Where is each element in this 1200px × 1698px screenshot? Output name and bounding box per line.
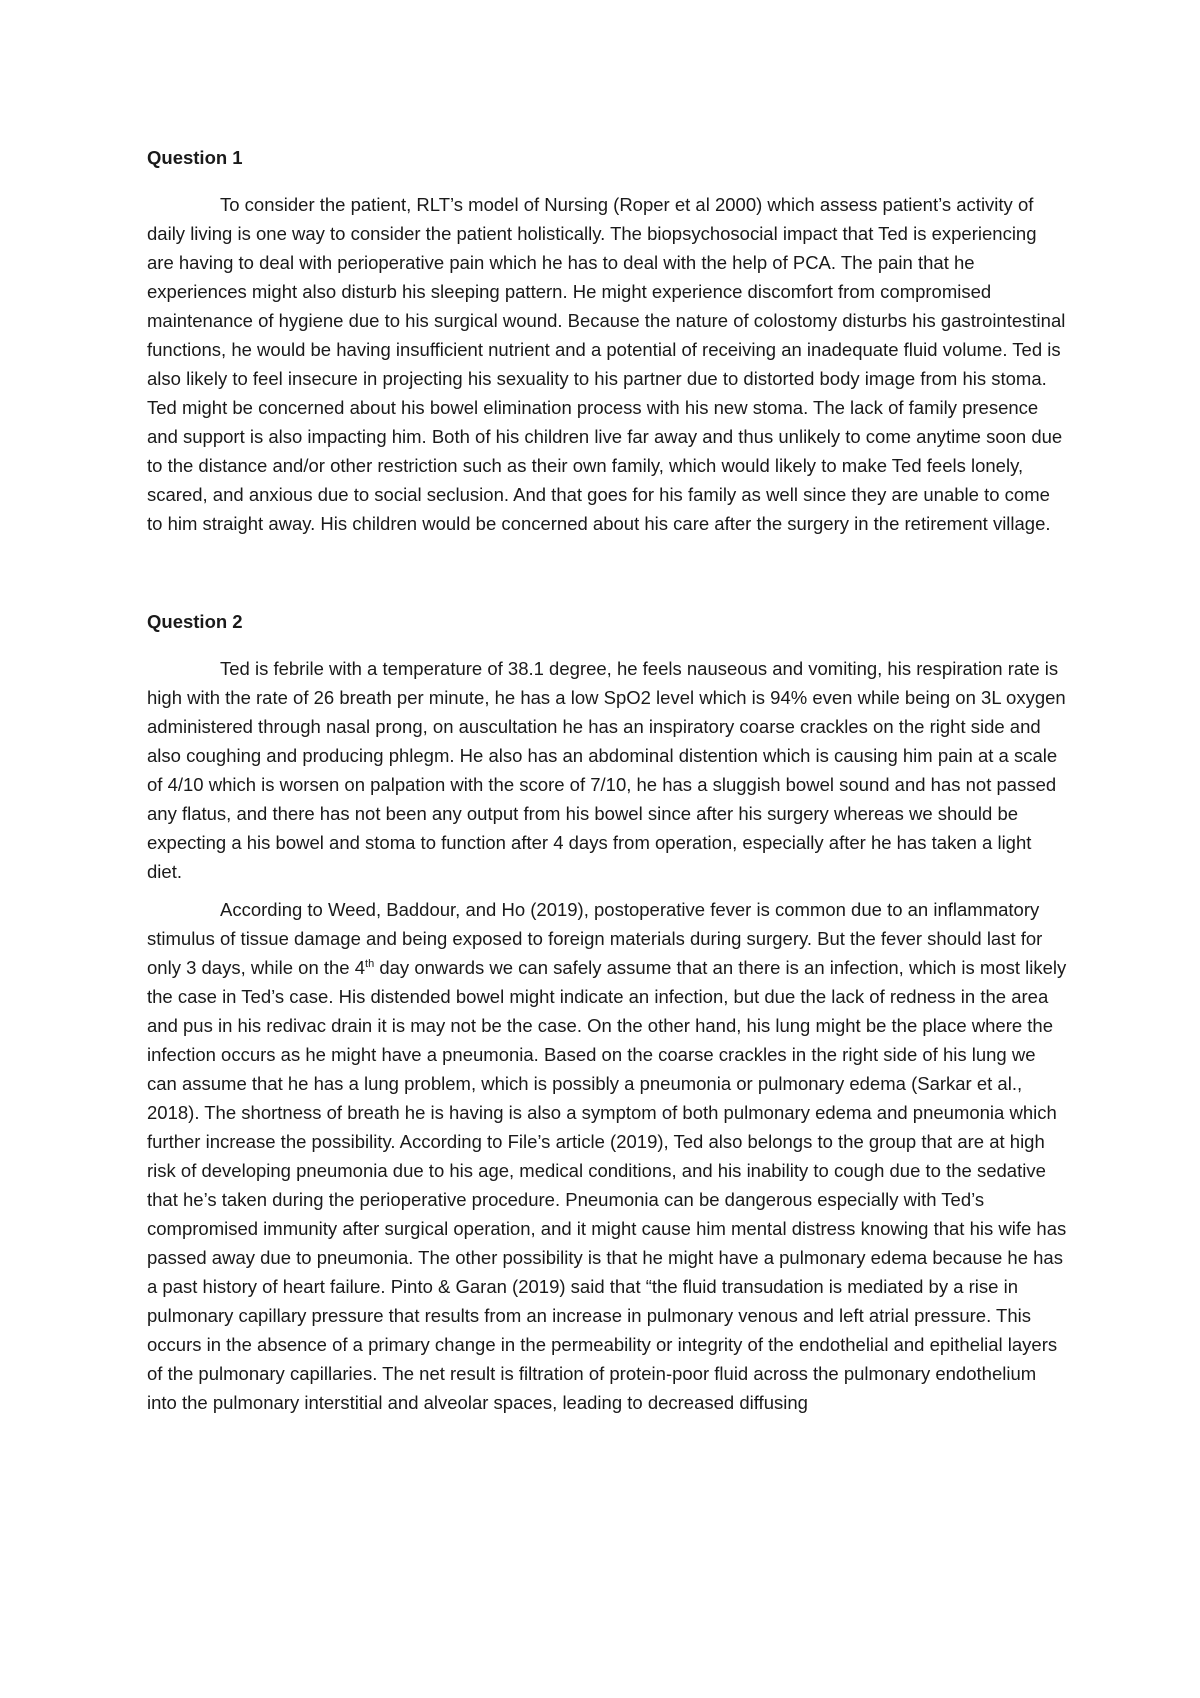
- question-1-section: [147, 146, 1067, 538]
- ordinal-superscript: th: [365, 957, 375, 970]
- paragraph-2-text-before-superscript: According to Weed, Baddour, and Ho (2019), postoperative fever is common due to an inflammatory stimulus of tissue damage and being exposed to foreign materials during surgery. But the fever should last for only 3 days, while on the 4: [147, 899, 1043, 978]
- question-2-section: [147, 610, 1067, 1417]
- question-1-paragraph: To consider the patient, RLT’s model of Nursing (Roper et al 2000) which assess patient’s activity of daily living is one way to consider the patient holistically. The biopsychosocial impact that Ted is experiencing are having to deal with perioperative pain which he has to deal with the help of PCA. The pain that he experiences might also disturb his sleeping pattern. He might experience discomfort from compromised maintenance of hygiene due to his surgical wound. Because the nature of colostomy disturbs his gastrointestinal functions, he would be having insufficient nutrient and a potential of receiving an inadequate fluid volume. Ted is also likely to feel insecure in projecting his sexuality to his partner due to distorted body image from his stoma. Ted might be concerned about his bowel elimination process with his new stoma. The lack of family presence and support is also impacting him. Both of his children live far away and thus unlikely to come anytime soon due to the distance and/or other restriction such as their own family, which would likely to make Ted feels lonely, scared, and anxious due to social seclusion. And that goes for his family as well since they are unable to come to him straight away. His children would be concerned about his care after the surgery in the retirement village.: [147, 194, 1066, 534]
- question-2-paragraph-1: Ted is febrile with a temperature of 38.1 degree, he feels nauseous and vomiting, his respiration rate is high with the rate of 26 breath per minute, he has a low SpO2 level which is 94% even while being on 3L oxygen administered through nasal prong, on auscultation he has an inspiratory coarse crackles on the right side and also coughing and producing phlegm. He also has an abdominal distention which is causing him pain at a scale of 4/10 which is worsen on palpation with the score of 7/10, he has a sluggish bowel sound and has not passed any flatus, and there has not been any output from his bowel since after his surgery whereas we should be expecting a his bowel and stoma to function after 4 days from operation, especially after he has taken a light diet.: [147, 658, 1066, 882]
- paragraph-2-text-after-superscript: day onwards we can safely assume that an there is an infection, which is most likely the case in Ted’s case. His distended bowel might indicate an infection, but due the lack of redness in the area and pus in his redivac drain it is may not be the case. On the other hand, his lung might be the place where the infection occurs as he might have a pneumonia. Based on the coarse crackles in the right side of his lung we can assume that he has a lung problem, which is possibly a pneumonia or pulmonary edema (Sarkar et al., 2018). The shortness of breath he is having is also a symptom of both pulmonary edema and pneumonia which further increase the possibility. According to File’s article (2019), Ted also belongs to the group that are at high risk of developing pneumonia due to his age, medical conditions, and his inability to cough due to the sedative that he’s taken during the perioperative procedure. Pneumonia can be dangerous especially with Ted’s compromised immunity after surgical operation, and it might cause him mental distress knowing that his wife has passed away due to pneumonia. The other possibility is that he might have a pulmonary edema because he has a past history of heart failure. Pinto & Garan (2019) said that “the fluid transudation is mediated by a rise in pulmonary capillary pressure that results from an increase in pulmonary venous and left atrial pressure. This occurs in the absence of a primary change in the permeability or integrity of the endothelial and epithelial layers of the pulmonary capillaries. The net result is filtration of protein-poor fluid across the pulmonary endothelium into the pulmonary interstitial and alveolar spaces, leading to decreased diffusing: [147, 957, 1067, 1413]
- document-body: [147, 146, 1067, 1417]
- question-2-heading: Question 2: [147, 611, 243, 632]
- question-1-heading: Question 1: [147, 147, 243, 168]
- question-2-paragraph-2: [147, 895, 1067, 1417]
